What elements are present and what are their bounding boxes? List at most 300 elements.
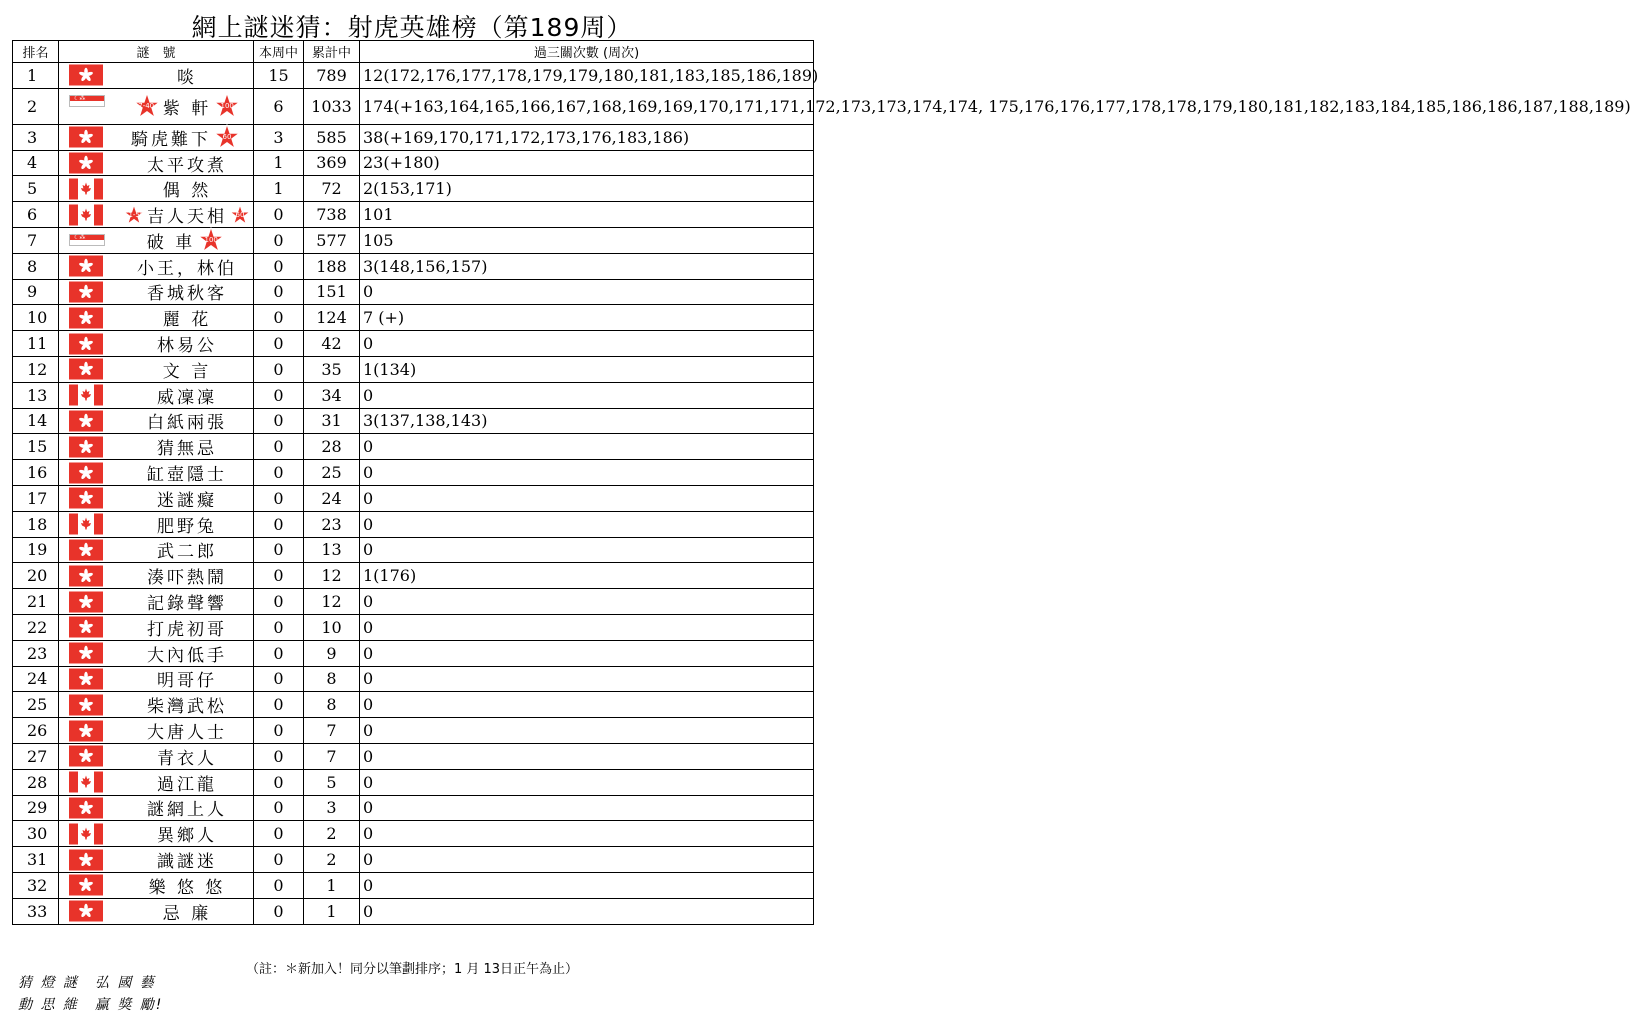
week-count-cell: 0 (254, 666, 304, 692)
history-cell: 7 (+) (360, 305, 814, 331)
rank-cell: 6 (13, 202, 59, 228)
history-cell: 0 (360, 666, 814, 692)
name-cell (59, 847, 254, 873)
history-cell: 0 (360, 640, 814, 666)
rank-cell: 21 (13, 589, 59, 615)
week-count-cell: 0 (254, 382, 304, 408)
nickname: 破 車 (146, 232, 196, 253)
history-cell: 0 (360, 589, 814, 615)
nickname-group (121, 409, 253, 434)
header-name: 謎 號 (59, 41, 254, 63)
week-count-cell: 0 (254, 356, 304, 382)
total-count-cell: 3 (304, 795, 360, 821)
week-count-cell: 0 (254, 743, 304, 769)
nickname: 白紙兩張 (147, 413, 227, 434)
name-cell (59, 253, 254, 279)
total-count-cell: 28 (304, 434, 360, 460)
name-cell (59, 331, 254, 357)
name-cell (59, 640, 254, 666)
nickname: 肥野兔 (157, 516, 217, 537)
nickname-group (121, 202, 253, 227)
week-count-cell: 0 (254, 821, 304, 847)
total-count-cell: 7 (304, 718, 360, 744)
total-count-cell: 789 (304, 63, 360, 89)
hong-kong-flag-icon (69, 488, 103, 509)
nickname-group (121, 770, 253, 795)
ranking-table (12, 40, 1631, 925)
table-row (13, 408, 814, 434)
nickname: 紫 軒 (162, 98, 212, 119)
total-count-cell: 1 (304, 898, 360, 924)
table-row (13, 279, 814, 305)
badge-star-label: 51-58 (124, 210, 145, 219)
slogan-line-1: 猜 燈 謎 弘 國 藝 (18, 975, 156, 991)
total-count-cell: 124 (304, 305, 360, 331)
singapore-flag-icon: ☾⁂ (69, 234, 105, 246)
history-cell: 12(172,176,177,178,179,179,180,181,183,185,186,189) (360, 63, 814, 89)
nickname: 樂 悠 悠 (148, 877, 226, 898)
canada-flag-icon (69, 385, 103, 406)
rank-cell: 13 (13, 382, 59, 408)
hong-kong-flag-icon (69, 307, 103, 328)
name-cell (59, 692, 254, 718)
nickname: 柴灣武松 (147, 697, 227, 718)
slogan-line-2: 動 思 維 贏 獎 勵! (18, 997, 164, 1013)
badge-star-icon (198, 227, 224, 253)
nickname-group (121, 563, 253, 588)
nickname-group (121, 176, 253, 201)
history-cell: 0 (360, 460, 814, 486)
total-count-cell: 34 (304, 382, 360, 408)
rank-cell: 12 (13, 356, 59, 382)
hong-kong-flag-icon (69, 591, 103, 612)
name-cell (59, 563, 254, 589)
week-count-cell: 0 (254, 847, 304, 873)
table-row (13, 640, 814, 666)
table-row (13, 511, 814, 537)
rank-cell: 33 (13, 898, 59, 924)
nickname-group (121, 615, 253, 640)
history-cell: 0 (360, 769, 814, 795)
badge-star-icon (133, 93, 166, 119)
total-count-cell: 585 (304, 124, 360, 150)
week-count-cell: 15 (254, 63, 304, 89)
history-cell: 0 (360, 795, 814, 821)
week-count-cell: 0 (254, 640, 304, 666)
history-cell: 0 (360, 279, 814, 305)
name-cell (59, 795, 254, 821)
name-cell (59, 356, 254, 382)
week-count-cell: 1 (254, 150, 304, 176)
history-cell: 1(176) (360, 563, 814, 589)
hong-kong-flag-icon (69, 436, 103, 457)
hong-kong-flag-icon (69, 565, 103, 586)
rank-cell: 9 (13, 279, 59, 305)
rank-cell: 5 (13, 176, 59, 202)
history-cell: 0 (360, 692, 814, 718)
hong-kong-flag-icon (69, 694, 103, 715)
singapore-flag-icon: ☾⁂ (69, 95, 105, 107)
nickname-group (121, 899, 253, 924)
nickname-group (121, 305, 253, 330)
week-count-cell: 0 (254, 563, 304, 589)
hong-kong-flag-icon (69, 720, 103, 741)
total-count-cell: 2 (304, 847, 360, 873)
nickname-group (121, 460, 253, 485)
week-count-cell: 0 (254, 614, 304, 640)
history-cell: 0 (360, 331, 814, 357)
week-count-cell: 0 (254, 434, 304, 460)
rank-cell: 28 (13, 769, 59, 795)
table-row (13, 124, 814, 150)
hong-kong-flag-icon (69, 256, 103, 277)
nickname: 異鄉人 (157, 826, 217, 847)
total-count-cell: 42 (304, 331, 360, 357)
week-count-cell: 0 (254, 795, 304, 821)
rank-cell: 7 (13, 227, 59, 253)
header-rank: 排名 (13, 41, 59, 63)
history-cell: 0 (360, 511, 814, 537)
total-count-cell: 577 (304, 227, 360, 253)
rank-cell: 19 (13, 537, 59, 563)
nickname: 明哥仔 (157, 671, 217, 692)
rank-cell: 20 (13, 563, 59, 589)
nickname: 打虎初哥 (147, 619, 227, 640)
history-cell: 105 (360, 227, 814, 253)
table-row (13, 88, 814, 124)
week-count-cell: 1 (254, 176, 304, 202)
rank-cell: 4 (13, 150, 59, 176)
nickname-group (121, 847, 253, 872)
header-history: 過三關次數 (周次) (360, 41, 814, 63)
nickname: 青衣人 (157, 748, 217, 769)
total-count-cell: 31 (304, 408, 360, 434)
nickname: 騎虎難下 (131, 129, 211, 150)
history-cell: 0 (360, 872, 814, 898)
history-cell: 0 (360, 718, 814, 744)
table-row (13, 356, 814, 382)
week-count-cell: 0 (254, 898, 304, 924)
nickname-group (121, 486, 253, 511)
rank-cell: 26 (13, 718, 59, 744)
header-total: 累計中 (304, 41, 360, 63)
nickname-group (121, 151, 253, 176)
table-row (13, 563, 814, 589)
page-title: 網上謎迷猜：射虎英雄榜（第189周） (191, 13, 633, 42)
rank-cell: 2 (13, 88, 59, 124)
table-row (13, 614, 814, 640)
badge-star-icon (214, 93, 240, 119)
nickname: 文 言 (162, 361, 212, 382)
nickname: 太平攻煮 (147, 155, 227, 176)
history-cell: 101 (360, 202, 814, 228)
hong-kong-flag-icon (69, 410, 103, 431)
rank-cell: 10 (13, 305, 59, 331)
total-count-cell: 188 (304, 253, 360, 279)
table-row (13, 769, 814, 795)
name-cell (59, 408, 254, 434)
week-count-cell: 0 (254, 485, 304, 511)
total-count-cell: 8 (304, 666, 360, 692)
history-cell: 174(+163,164,165,166,167,168,169,169,170,171,171,172,173,173,174,174, 175,176,176,177,178,178,179,180,181,182,183,184,185,186,186,187,188,189) (360, 88, 814, 124)
total-count-cell: 10 (304, 614, 360, 640)
nickname-group (121, 512, 253, 537)
history-cell: 3(148,156,157) (360, 253, 814, 279)
canada-flag-icon (69, 772, 103, 793)
nickname-group (121, 796, 253, 821)
hong-kong-flag-icon (69, 746, 103, 767)
name-cell (59, 305, 254, 331)
history-cell: 38(+169,170,171,172,173,176,183,186) (360, 124, 814, 150)
name-cell (59, 666, 254, 692)
total-count-cell: 24 (304, 485, 360, 511)
name-cell (59, 872, 254, 898)
hong-kong-flag-icon (69, 617, 103, 638)
week-count-cell: 0 (254, 408, 304, 434)
canada-flag-icon (69, 823, 103, 844)
week-count-cell: 0 (254, 227, 304, 253)
week-count-cell: 0 (254, 537, 304, 563)
week-count-cell: 0 (254, 253, 304, 279)
hong-kong-flag-icon (69, 65, 103, 86)
badge-star-label: 100 (220, 102, 234, 111)
week-count-cell: 3 (254, 124, 304, 150)
nickname-group (121, 89, 253, 124)
rank-cell: 30 (13, 821, 59, 847)
nickname: 記錄聲響 (147, 594, 227, 615)
nickname-group (121, 280, 253, 305)
nickname: 湊吓熱鬧 (147, 568, 227, 589)
nickname-group (121, 434, 253, 459)
nickname-group (121, 821, 253, 846)
hong-kong-flag-icon (69, 901, 103, 922)
hong-kong-flag-icon (69, 875, 103, 896)
nickname: 缸壺隱士 (147, 465, 227, 486)
nickname: 香城秋客 (147, 284, 227, 305)
nickname-group (121, 744, 253, 769)
name-cell (59, 124, 254, 150)
name-cell (59, 227, 254, 253)
header-week: 本周中 (254, 41, 304, 63)
badge-star-icon (214, 124, 240, 150)
nickname: 偶 然 (162, 181, 212, 202)
total-count-cell: 2 (304, 821, 360, 847)
table-header-row (13, 41, 814, 63)
nickname-group (121, 589, 253, 614)
name-cell (59, 460, 254, 486)
nickname-group (121, 228, 253, 253)
nickname: 迷謎癡 (157, 490, 217, 511)
history-cell: 0 (360, 847, 814, 873)
name-cell (59, 485, 254, 511)
badge-star-label: 60 (235, 210, 245, 219)
history-cell: 0 (360, 898, 814, 924)
table-row (13, 795, 814, 821)
total-count-cell: 151 (304, 279, 360, 305)
nickname: 麗 花 (162, 310, 212, 331)
history-cell: 0 (360, 434, 814, 460)
history-cell: 0 (360, 382, 814, 408)
table-row (13, 821, 814, 847)
table-row (13, 537, 814, 563)
table-row (13, 589, 814, 615)
nickname-group (121, 718, 253, 743)
name-cell (59, 279, 254, 305)
nickname: 吉人天相 (147, 207, 227, 228)
week-count-cell: 0 (254, 305, 304, 331)
name-cell (59, 511, 254, 537)
nickname-group (121, 254, 253, 279)
nickname-group (121, 63, 253, 88)
total-count-cell: 1033 (304, 88, 360, 124)
hong-kong-flag-icon (69, 152, 103, 173)
history-cell: 0 (360, 743, 814, 769)
total-count-cell: 72 (304, 176, 360, 202)
name-cell (59, 382, 254, 408)
week-count-cell: 0 (254, 589, 304, 615)
nickname: 小王，林伯 (137, 258, 237, 279)
name-cell (59, 434, 254, 460)
nickname-group (121, 383, 253, 408)
week-count-cell: 0 (254, 331, 304, 357)
canada-flag-icon (69, 204, 103, 225)
total-count-cell: 9 (304, 640, 360, 666)
nickname-group (121, 667, 253, 692)
name-cell (59, 821, 254, 847)
nickname: 忌 廉 (162, 903, 212, 924)
table-row (13, 202, 814, 228)
total-count-cell: 12 (304, 589, 360, 615)
nickname: 威凜凜 (157, 387, 217, 408)
name-cell (59, 614, 254, 640)
total-count-cell: 13 (304, 537, 360, 563)
name-cell (59, 769, 254, 795)
rank-cell: 31 (13, 847, 59, 873)
table-row (13, 63, 814, 89)
total-count-cell: 23 (304, 511, 360, 537)
total-count-cell: 25 (304, 460, 360, 486)
name-cell (59, 898, 254, 924)
rank-cell: 22 (13, 614, 59, 640)
nickname-group (121, 125, 253, 150)
history-cell: 3(137,138,143) (360, 408, 814, 434)
rank-cell: 15 (13, 434, 59, 460)
total-count-cell: 369 (304, 150, 360, 176)
total-count-cell: 7 (304, 743, 360, 769)
nickname: 林易公 (157, 336, 217, 357)
hong-kong-flag-icon (69, 359, 103, 380)
nickname-group (121, 641, 253, 666)
nickname-group (121, 692, 253, 717)
history-cell: 0 (360, 821, 814, 847)
name-cell (59, 589, 254, 615)
table-row (13, 227, 814, 253)
rank-cell: 3 (13, 124, 59, 150)
week-count-cell: 0 (254, 279, 304, 305)
nickname: 謎網上人 (147, 800, 227, 821)
rank-cell: 24 (13, 666, 59, 692)
week-count-cell: 0 (254, 872, 304, 898)
hong-kong-flag-icon (69, 668, 103, 689)
table-row (13, 872, 814, 898)
hong-kong-flag-icon (69, 281, 103, 302)
nickname: 啖 (177, 67, 197, 88)
history-cell: 1(134) (360, 356, 814, 382)
total-count-cell: 35 (304, 356, 360, 382)
table-row (13, 485, 814, 511)
canada-flag-icon (69, 514, 103, 535)
history-cell: 2(153,171) (360, 176, 814, 202)
week-count-cell: 6 (254, 88, 304, 124)
name-cell (59, 63, 254, 89)
canada-flag-icon (69, 178, 103, 199)
table-row (13, 176, 814, 202)
nickname: 過江龍 (157, 774, 217, 795)
table-row (13, 718, 814, 744)
table-row (13, 666, 814, 692)
rank-cell: 32 (13, 872, 59, 898)
rank-cell: 29 (13, 795, 59, 821)
table-row (13, 460, 814, 486)
rank-cell: 17 (13, 485, 59, 511)
table-row (13, 150, 814, 176)
total-count-cell: 8 (304, 692, 360, 718)
week-count-cell: 0 (254, 692, 304, 718)
rank-cell: 16 (13, 460, 59, 486)
history-cell: 23(+180) (360, 150, 814, 176)
nickname-group (121, 538, 253, 563)
nickname-group (121, 357, 253, 382)
rank-cell: 8 (13, 253, 59, 279)
hong-kong-flag-icon (69, 333, 103, 354)
table-row (13, 331, 814, 357)
rank-cell: 27 (13, 743, 59, 769)
hong-kong-flag-icon (69, 539, 103, 560)
nickname: 識謎迷 (157, 852, 217, 873)
table-row (13, 692, 814, 718)
week-count-cell: 0 (254, 511, 304, 537)
table-body (13, 63, 1631, 925)
table-row (13, 305, 814, 331)
hong-kong-flag-icon (69, 462, 103, 483)
name-cell (59, 718, 254, 744)
rank-cell: 25 (13, 692, 59, 718)
history-cell: 0 (360, 485, 814, 511)
table-row (13, 434, 814, 460)
nickname-group (121, 331, 253, 356)
total-count-cell: 1 (304, 872, 360, 898)
table-row (13, 847, 814, 873)
badge-star-icon (124, 202, 144, 228)
week-count-cell: 0 (254, 460, 304, 486)
total-count-cell: 12 (304, 563, 360, 589)
hong-kong-flag-icon (69, 849, 103, 870)
hong-kong-flag-icon (69, 643, 103, 664)
history-cell: 0 (360, 537, 814, 563)
table-row (13, 898, 814, 924)
badge-star-label: 100 (204, 236, 218, 245)
history-cell: 0 (360, 614, 814, 640)
nickname: 武二郎 (157, 542, 217, 563)
nickname-group (121, 873, 253, 898)
nickname: 猜無忌 (157, 439, 217, 460)
week-count-cell: 0 (254, 202, 304, 228)
badge-star-label: 60 (222, 133, 232, 142)
name-cell (59, 202, 254, 228)
rank-cell: 11 (13, 331, 59, 357)
badge-star-icon (230, 202, 250, 228)
rank-cell: 1 (13, 63, 59, 89)
